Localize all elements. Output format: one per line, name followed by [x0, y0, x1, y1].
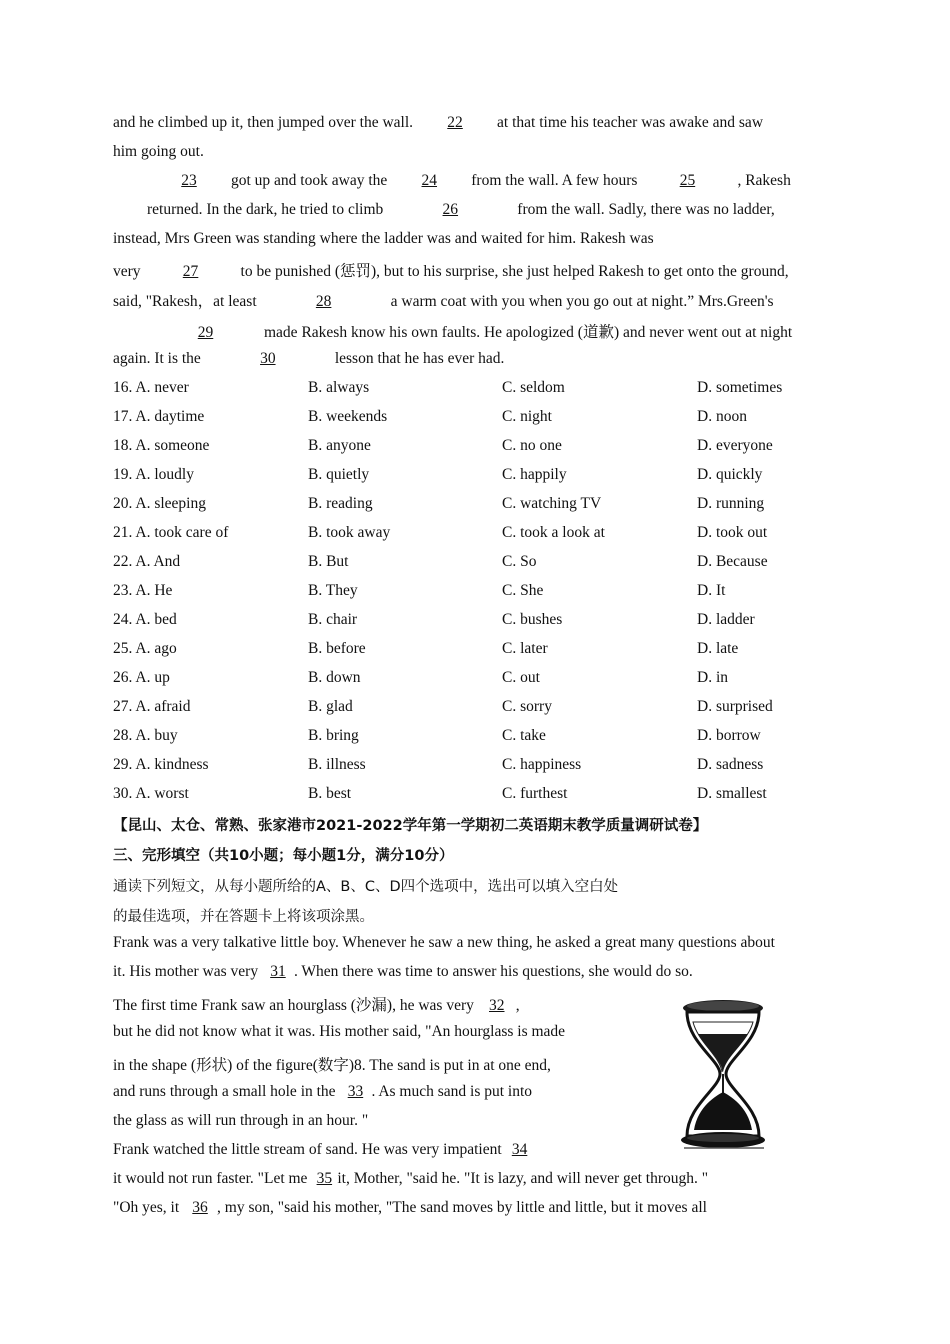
- blank-23: 23: [181, 172, 197, 189]
- option: B. chair: [308, 611, 358, 628]
- option: D. sometimes: [697, 379, 783, 396]
- instructions: 通读下列短文，从每小题所给的A、B、C、D四个选项中，选出可以填入空白处: [113, 879, 619, 895]
- blank-36: 36: [192, 1199, 208, 1216]
- blank-30: 30: [260, 350, 276, 367]
- passage1-line: [147, 201, 775, 219]
- blank-29: 29: [197, 324, 214, 341]
- text: , Rakesh: [737, 172, 791, 189]
- option: B. glad: [308, 698, 353, 715]
- option: D. Because: [697, 553, 768, 570]
- option: D. noon: [697, 408, 747, 425]
- option: D. late: [697, 640, 739, 657]
- option: D. smallest: [697, 785, 767, 802]
- text: , my son, "said his mother, "The sand moves by little and little, but it moves all: [217, 1199, 707, 1216]
- text: from the wall. A few hours: [471, 172, 638, 189]
- blank-31: 31: [270, 963, 286, 980]
- option: B. They: [308, 582, 358, 599]
- text: made Rakesh know his own faults. He apologized (道歉) and never went out at night: [264, 324, 793, 341]
- passage1-line: [147, 320, 792, 342]
- option: C. happiness: [502, 756, 582, 773]
- text: The first time Frank saw an hourglass (沙漏), he was very: [113, 997, 474, 1014]
- passage2-line: [113, 1170, 708, 1188]
- blank-26: 26: [442, 201, 459, 218]
- text: . When there was time to answer his questions, she would do so.: [293, 963, 693, 980]
- option: C. night: [502, 408, 552, 425]
- option: B. But: [308, 553, 349, 570]
- option: 16. A. never: [113, 379, 189, 396]
- blank-32: 32: [489, 997, 505, 1014]
- source-title: 【昆山、太仓、常熟、张家港市2021-2022学年第一学期初二英语期末教学质量调研试卷】: [113, 818, 708, 834]
- option: C. no one: [502, 437, 562, 454]
- option: 17. A. daytime: [113, 408, 205, 425]
- option: C. She: [502, 582, 544, 599]
- option: B. down: [308, 669, 361, 686]
- section-heading: 三、完形填空（共10小题；每小题1分，满分10分）: [113, 848, 454, 864]
- option: B. quietly: [308, 466, 370, 483]
- option: B. took away: [308, 524, 391, 541]
- option: D. sadness: [697, 756, 764, 773]
- option: C. take: [502, 727, 546, 744]
- passage1-line: [113, 259, 789, 281]
- option: C. happily: [502, 466, 567, 483]
- text: it, Mother, "said he. "It is lazy, and will never get through. ": [337, 1170, 709, 1187]
- option: B. reading: [308, 495, 373, 512]
- option: C. furthest: [502, 785, 568, 802]
- option: C. seldom: [502, 379, 565, 396]
- passage2-line: [113, 993, 520, 1015]
- text: but he did not know what it was. His mother said, "An hourglass is made: [113, 1023, 566, 1040]
- blank-28: 28: [315, 293, 332, 310]
- option: B. anyone: [308, 437, 371, 454]
- option: C. So: [502, 553, 537, 570]
- text: Frank watched the little stream of sand. He was very impatient: [113, 1141, 502, 1158]
- text: and he climbed up it, then jumped over the wall.: [113, 114, 414, 131]
- text: at that time his teacher was awake and saw: [497, 114, 764, 131]
- option: D. surprised: [697, 698, 773, 715]
- option: C. took a look at: [502, 524, 605, 541]
- blank-35: 35: [316, 1170, 333, 1187]
- text: again. It is the: [113, 350, 201, 367]
- passage1-line: [113, 289, 774, 311]
- hourglass-icon: [676, 998, 770, 1150]
- option: 23. A. He: [113, 582, 173, 599]
- text: it would not run faster. "Let me: [113, 1170, 308, 1187]
- text: said, "Rakesh，at least: [113, 293, 257, 310]
- option: D. It: [697, 582, 726, 599]
- option: 20. A. sleeping: [113, 495, 206, 512]
- option: 22. A. And: [113, 553, 181, 570]
- option: C. later: [502, 640, 548, 657]
- text: in the shape (形状) of the figure(数字)8. The sand is put in at one end,: [113, 1057, 551, 1074]
- option: B. always: [308, 379, 370, 396]
- text: lesson that he has ever had.: [334, 350, 505, 367]
- option: 29. A. kindness: [113, 756, 209, 773]
- passage1-line: [113, 143, 204, 161]
- text: the glass as will run through in an hour. ": [113, 1112, 369, 1129]
- passage1-line: [113, 230, 654, 248]
- text: it. His mother was very: [113, 963, 259, 980]
- option: D. ladder: [697, 611, 755, 628]
- option: B. weekends: [308, 408, 388, 425]
- passage2-line: [113, 1053, 551, 1075]
- text: ,: [515, 997, 520, 1014]
- option: C. out: [502, 669, 540, 686]
- option: B. before: [308, 640, 366, 657]
- option: 18. A. someone: [113, 437, 210, 454]
- option: 28. A. buy: [113, 727, 178, 744]
- option: B. bring: [308, 727, 359, 744]
- text: a warm coat with you when you go out at night.” Mrs.Green's: [390, 293, 774, 310]
- text: returned. In the dark, he tried to climb: [147, 201, 384, 218]
- option: 24. A. bed: [113, 611, 177, 628]
- text: and runs through a small hole in the: [113, 1083, 336, 1100]
- text: instead, Mrs Green was standing where the ladder was and waited for him. Rakesh was: [113, 230, 654, 247]
- blank-24: 24: [421, 172, 438, 189]
- passage2-line: [113, 1083, 532, 1101]
- passage2-line: [113, 1112, 368, 1130]
- option: D. borrow: [697, 727, 761, 744]
- text: from the wall. Sadly, there was no ladder,: [517, 201, 775, 218]
- option: 27. A. afraid: [113, 698, 191, 715]
- passage2-line: [113, 1141, 534, 1159]
- option: 30. A. worst: [113, 785, 189, 802]
- blank-34: 34: [511, 1141, 528, 1158]
- passage2-line: [113, 934, 775, 952]
- option: D. in: [697, 669, 728, 686]
- option: D. everyone: [697, 437, 773, 454]
- instructions: 的最佳选项，并在答题卡上将该项涂黑。: [113, 909, 374, 925]
- option: 19. A. loudly: [113, 466, 194, 483]
- option: B. illness: [308, 756, 366, 773]
- option: 21. A. took care of: [113, 524, 229, 541]
- passage1-line: [113, 114, 763, 132]
- passage1-line: [113, 350, 504, 368]
- blank-33: 33: [347, 1083, 364, 1100]
- passage2-line: [113, 1023, 565, 1041]
- blank-27: 27: [182, 263, 199, 280]
- option: D. running: [697, 495, 765, 512]
- passage2-line: [113, 1199, 707, 1217]
- option: C. watching TV: [502, 495, 602, 512]
- option: 26. A. up: [113, 669, 170, 686]
- text: "Oh yes, it: [113, 1199, 180, 1216]
- text: . As much sand is put into: [371, 1083, 533, 1100]
- option: B. best: [308, 785, 352, 802]
- passage2-line: [113, 963, 693, 981]
- text: to be punished (惩罚), but to his surprise, she just helped Rakesh to get onto the ground,: [240, 263, 789, 280]
- text: him going out.: [113, 143, 204, 160]
- text: Frank was a very talkative little boy. Whenever he saw a new thing, he asked a great many questions about: [113, 934, 775, 951]
- blank-25: 25: [679, 172, 696, 189]
- option: D. took out: [697, 524, 768, 541]
- option: C. bushes: [502, 611, 563, 628]
- blank-22: 22: [447, 114, 463, 131]
- option: C. sorry: [502, 698, 552, 715]
- option: D. quickly: [697, 466, 763, 483]
- passage1-line: [147, 172, 791, 190]
- text: very: [113, 263, 141, 280]
- option: 25. A. ago: [113, 640, 177, 657]
- text: got up and took away the: [231, 172, 388, 189]
